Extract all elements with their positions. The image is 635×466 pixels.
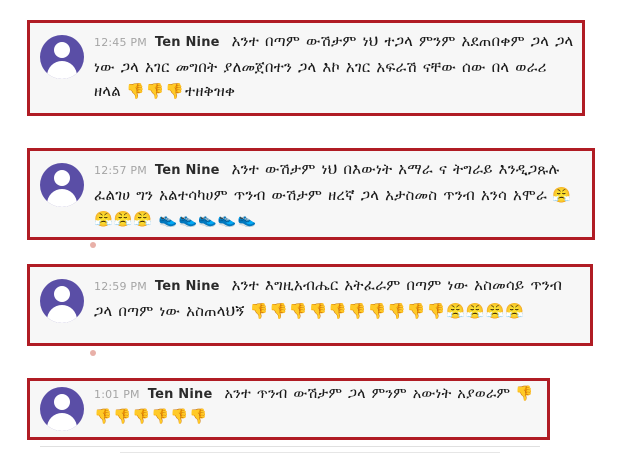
message-card-1[interactable]: [27, 20, 585, 116]
message-content: [94, 273, 582, 323]
avatar-icon[interactable]: [40, 35, 84, 79]
message-emoji: 😤😤😤😤 👟👟👟👟👟: [94, 186, 572, 228]
divider-dot: [90, 350, 96, 356]
message-content: [94, 383, 539, 429]
message-text: አንተ እግዚአብሔር አትፈራም በጣም ነው አስመሳይ ጥንብ ጋላ በጣም ነው አስጠላህኝ: [94, 276, 563, 320]
message-text: አንተ ውሽታም ነህ በእውነት አማራ ና ትግራይ እንዲጋጹሉ ፈልገሀ ግን አልተሳካሀም ጥንብ ውሽታም ዘረኛ ጋላ አታስመስ ጥንብ አንሳ አሞራ: [94, 160, 560, 204]
message-card-3[interactable]: [27, 264, 593, 346]
message-text-tail: ተዘቅዝቀ: [185, 82, 236, 100]
divider-dot: [90, 242, 96, 248]
sender-name[interactable]: Ten Nine: [154, 279, 220, 294]
message-emoji: 👎👎👎: [125, 82, 185, 100]
avatar-icon[interactable]: [40, 387, 84, 431]
message-content: [94, 157, 584, 231]
message-emoji: 👎👎👎👎👎👎👎: [94, 386, 535, 425]
next-message-peek: [120, 452, 500, 453]
message-timestamp: 12:45 PM: [94, 36, 147, 49]
sender-name[interactable]: Ten Nine: [154, 163, 220, 178]
sender-name[interactable]: Ten Nine: [154, 35, 220, 50]
message-emoji: 👎👎👎👎👎👎👎👎👎👎😤😤😤😤: [249, 302, 525, 320]
message-card-2[interactable]: [27, 148, 595, 240]
sender-name[interactable]: Ten Nine: [147, 387, 213, 402]
next-message-peek: [40, 446, 540, 447]
message-content: [94, 29, 574, 103]
message-timestamp: 1:01 PM: [94, 388, 140, 401]
message-text: አንተ በጣም ውሽታም ነህ ተጋላ ምንም አደጠበቀም ጋላ ጋላ ነው ጋላ አገር መግበት ያለመጀበተን ጋላ እኮ አገር አፍራሽ ናቸው ሰው በላ ወራሪ ዘላል: [94, 32, 574, 100]
message-text: አንተ ጥንብ ውሽታም ጋላ ምንም አውነት አያወራም: [224, 386, 511, 402]
avatar-icon[interactable]: [40, 163, 84, 207]
message-timestamp: 12:57 PM: [94, 164, 147, 177]
message-card-4[interactable]: [27, 378, 550, 440]
avatar-icon[interactable]: [40, 279, 84, 323]
message-timestamp: 12:59 PM: [94, 280, 147, 293]
